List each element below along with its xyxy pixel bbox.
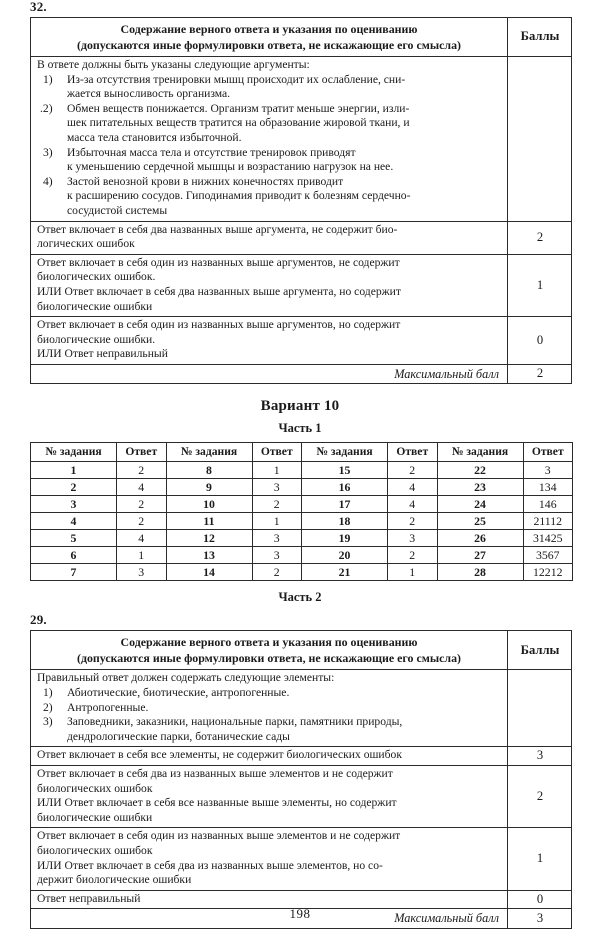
answer-value: 1 [252,462,302,479]
criteria-header-line2: (допускаются иные формулировки ответа, не искажающие его смысла) [77,651,461,666]
max-score-label: Максимальный балл [31,909,508,929]
answer-value: 2 [252,564,302,581]
list-line: дендрологические парки, ботанические сады [67,729,290,743]
part1-title: Часть 1 [278,421,322,436]
criterion-line: Ответ включает в себя один из названных выше аргументов, не содержит [37,255,400,269]
list-line: масса тела становится избыточной. [67,130,242,144]
table-row [31,496,573,513]
criterion-line: биологические ошибки. [37,332,156,346]
answer-content-row [31,57,572,222]
criterion-score: 2 [508,221,572,254]
criterion-cell [31,317,508,365]
criterion-line: Ответ включает в себя два из названных выше элементов и не содержит [37,767,393,781]
question-number: 28 [437,564,523,581]
answers-col-header: № задания [302,443,388,462]
question-number: 5 [31,530,117,547]
list-text [67,715,502,744]
list-item [37,73,502,102]
list-text [67,686,502,701]
question-number: 2 [31,479,117,496]
answers-col-header: Ответ [523,443,573,462]
answer-value: 4 [117,479,167,496]
answer-value: 2 [252,496,302,513]
task-number-29: 29. [30,612,47,628]
criterion-line: биологические ошибки [37,810,153,824]
list-line: Из-за отсутствия тренировки мышц происходит их ослабление, сни- [67,72,406,86]
answers-header-row [31,443,573,462]
question-number: 7 [31,564,117,581]
answer-value: 1 [252,513,302,530]
list-marker: 3) [43,145,53,159]
question-number: 15 [302,462,388,479]
answer-value: 4 [117,530,167,547]
answer-value: 21112 [523,513,573,530]
question-number: 21 [302,564,388,581]
criterion-line: Ответ неправильный [37,891,141,905]
answer-intro: В ответе должны быть указаны следующие аргументы: [37,58,310,71]
criterion-score: 0 [508,317,572,365]
criterion-line: ИЛИ Ответ включает в себя все названные выше элементы, но содержит [37,796,397,810]
table-row [31,747,572,766]
answers-col-header: № задания [166,443,252,462]
list-line: Антропогенные. [67,700,149,714]
element-list [37,686,502,744]
list-item [37,715,502,744]
list-item [37,175,502,219]
answer-value: 2 [117,496,167,513]
list-line: Заповедники, заказники, национальные парки, памятники природы, [67,715,403,729]
question-number: 19 [302,530,388,547]
criterion-cell [31,254,508,316]
criteria-table-32 [30,17,572,384]
list-line: Застой венозной крови в нижних конечностях приводит [67,174,344,188]
answer-value: 146 [523,496,573,513]
list-line: Избыточная масса тела и отсутствие тренировок приводят [67,145,356,159]
criteria-header-score: Баллы [508,18,572,57]
answer-value: 3 [252,547,302,564]
question-number: 26 [437,530,523,547]
table-row [31,317,572,365]
table-row [31,254,572,316]
list-marker: 1) [43,72,53,86]
criterion-cell [31,747,508,766]
max-score-row [31,364,572,384]
criteria-header-line1: Содержание верного ответа и указания по оцениванию [120,635,418,650]
question-number: 6 [31,547,117,564]
list-line: Обмен веществ понижается. Организм тратит меньше энергии, изли- [67,101,410,115]
criterion-line: держит биологические ошибки [37,873,192,887]
answer-value: 2 [388,462,438,479]
answer-content-score [508,57,572,222]
criterion-line: биологических ошибок. [37,270,156,284]
list-line: сосудистой системы [67,203,168,217]
answers-col-header: Ответ [252,443,302,462]
question-number: 8 [166,462,252,479]
answer-value: 4 [388,479,438,496]
list-item [37,146,502,175]
answer-value: 31425 [523,530,573,547]
question-number: 13 [166,547,252,564]
question-number: 25 [437,513,523,530]
question-number: 3 [31,496,117,513]
table-row [31,766,572,828]
criterion-line: биологических ошибок [37,781,153,795]
table-header-row [31,631,572,670]
list-text [67,73,502,102]
question-number: 18 [302,513,388,530]
list-line: жается выносливость организма. [67,87,231,101]
table-row [31,530,573,547]
list-line: шек питательных веществ тратится на образование жировой ткани, и [67,116,410,130]
criteria-header-line1: Содержание верного ответа и указания по оцениванию [120,22,418,36]
answers-col-header: Ответ [388,443,438,462]
question-number: 27 [437,547,523,564]
table-row [31,513,573,530]
criterion-line: Ответ включает в себя все элементы, не содержит биологических ошибок [37,748,402,762]
criterion-score: 3 [508,747,572,766]
answer-value: 3567 [523,547,573,564]
table-row [31,479,573,496]
answer-value: 4 [388,496,438,513]
criterion-line: биологических ошибок [37,844,153,857]
question-number: 12 [166,530,252,547]
table-row [31,828,572,890]
list-line: к расширению сосудов. Гиподинамия приводит к болезням сердечно- [67,189,411,203]
list-item [37,686,502,701]
list-line: к уменьшению сердечной мышцы и возрастанию нагрузок на нее. [67,160,394,174]
question-number: 1 [31,462,117,479]
criterion-cell [31,221,508,254]
answers-col-header: № задания [437,443,523,462]
answer-value: 3 [252,479,302,496]
list-marker: 3) [43,715,53,729]
max-score-label: Максимальный балл [31,364,508,384]
list-marker: 1) [43,686,53,700]
list-item [37,701,502,716]
answer-value: 3 [252,530,302,547]
criterion-line: ИЛИ Ответ неправильный [37,347,168,361]
criterion-score: 0 [508,890,572,909]
criterion-score: 1 [508,828,572,890]
list-marker: 2) [43,700,53,714]
task-number-32: 32. [30,0,47,14]
answer-value: 2 [388,547,438,564]
list-text [67,701,502,716]
list-line: Абиотические, биотические, антропогенные. [67,686,290,700]
answer-content-cell [31,670,508,747]
criterion-line: логических ошибок [37,237,135,251]
question-number: 16 [302,479,388,496]
criterion-score: 1 [508,254,572,316]
answers-col-header: Ответ [117,443,167,462]
criteria-header-score: Баллы [508,631,572,670]
answer-value: 2 [388,513,438,530]
question-number: 20 [302,547,388,564]
list-text [67,102,502,146]
list-text [67,175,502,219]
max-score-value: 3 [508,909,572,929]
answer-value: 3 [117,564,167,581]
criterion-line: Ответ включает в себя один из названных выше элементов и не содержит [37,829,401,843]
question-number: 11 [166,513,252,530]
criterion-line: Ответ включает в себя два названных выше аргумента, не содержит био- [37,222,398,236]
answer-value: 1 [117,547,167,564]
question-number: 14 [166,564,252,581]
answers-col-header: № задания [31,443,117,462]
question-number: 4 [31,513,117,530]
table-row [31,462,573,479]
list-item [37,102,502,146]
criteria-header-content [31,18,508,57]
criterion-cell [31,828,508,890]
criteria-header-content [31,631,508,670]
answer-content-score [508,670,572,747]
criterion-line: биологические ошибки [37,299,153,313]
criteria-header-line2: (допускаются иные формулировки ответа, не искажающие его смысла) [77,38,461,52]
question-number: 10 [166,496,252,513]
list-marker: .2) [40,101,53,115]
answer-value: 12212 [523,564,573,581]
criterion-cell [31,766,508,828]
page-number: 198 [289,906,311,921]
table-row [31,547,573,564]
answer-value: 2 [117,513,167,530]
answer-value: 134 [523,479,573,496]
criterion-line: ИЛИ Ответ включает в себя два названных выше аргумента, но содержит [37,284,401,298]
question-number: 9 [166,479,252,496]
question-number: 23 [437,479,523,496]
question-number: 17 [302,496,388,513]
part2-title: Часть 2 [278,590,322,605]
answer-value: 3 [388,530,438,547]
variant-title: Вариант 10 [260,398,340,415]
table-row [31,221,572,254]
criterion-score: 2 [508,766,572,828]
answer-intro: Правильный ответ должен содержать следующие элементы: [37,671,335,685]
answer-value: 3 [523,462,573,479]
question-number: 22 [437,462,523,479]
answer-content-cell [31,57,508,222]
max-score-value: 2 [508,364,572,384]
answers-table [30,442,573,581]
criterion-line: ИЛИ Ответ включает в себя два из названных выше элементов, но со- [37,858,383,872]
answer-value: 1 [388,564,438,581]
criterion-line: Ответ включает в себя один из названных выше аргументов, но содержит [37,318,401,332]
table-row [31,564,573,581]
question-number: 24 [437,496,523,513]
list-text [67,146,502,175]
answer-value: 2 [117,462,167,479]
argument-list [37,73,502,219]
table-header-row [31,18,572,57]
answer-content-row [31,670,572,747]
list-marker: 4) [43,174,53,188]
criteria-table-29 [30,630,572,929]
